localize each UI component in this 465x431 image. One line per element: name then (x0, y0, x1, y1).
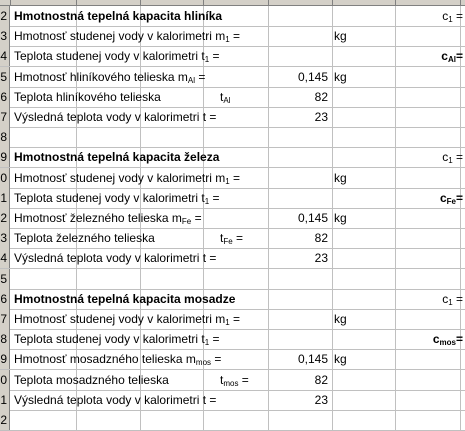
row-label[interactable]: Hmotnosť hliníkového telieska $m_{Al}$ = (14, 69, 206, 85)
value-cell[interactable]: 23 (314, 392, 328, 407)
cell-gridline (395, 309, 396, 329)
cell-gridline (203, 127, 204, 147)
cell-gridline (460, 87, 461, 107)
row-label[interactable]: Hmotnosť studenej vody v kalorimetri $m_1$ = (14, 312, 241, 327)
row-header[interactable]: 6 (0, 87, 10, 107)
spreadsheet-row[interactable] (0, 390, 465, 411)
cell-gridline (268, 147, 269, 167)
spreadsheet-row[interactable] (0, 370, 465, 391)
spreadsheet-row[interactable] (0, 46, 465, 67)
cell-gridline (332, 127, 333, 147)
cell-gridline (332, 228, 333, 248)
row-header[interactable]: 7 (0, 107, 10, 127)
row-label[interactable]: Teplota hliníkového telieska (14, 89, 161, 104)
cell-gridline (395, 107, 396, 127)
row-header[interactable]: 4 (0, 46, 10, 66)
cell-gridline (460, 228, 461, 248)
row-header[interactable]: 3 (0, 228, 10, 248)
cell-gridline (395, 46, 396, 66)
value-cell[interactable]: 82 (314, 372, 328, 387)
spreadsheet-row[interactable] (0, 107, 465, 128)
row-label[interactable]: Teplota mosadzného telieska (14, 372, 169, 387)
spreadsheet-row[interactable] (0, 248, 465, 269)
row-header[interactable]: 0 (0, 168, 10, 188)
cell-gridline (395, 390, 396, 410)
value-cell[interactable]: 0,145 (297, 69, 328, 84)
cell-gridline (268, 26, 269, 46)
cell-gridline (332, 248, 333, 268)
cell-gridline (395, 208, 396, 228)
cell-gridline (268, 410, 269, 430)
temperature-symbol[interactable]: $t_{Al}$ (220, 89, 231, 105)
cell-gridline (395, 87, 396, 107)
row-header[interactable]: 9 (0, 349, 10, 369)
spreadsheet-row[interactable] (0, 289, 465, 310)
row-label[interactable]: Teplota studenej vody v kalorimetri $t_1$ = (14, 332, 220, 348)
row-label[interactable]: Teplota železného telieska (14, 231, 155, 246)
cell-gridline (395, 228, 396, 248)
specific-heat-result-label[interactable]: $c_{Al}=$ (441, 49, 463, 65)
spreadsheet-row[interactable] (0, 67, 465, 88)
cell-gridline (460, 269, 461, 289)
unit-cell[interactable]: kg (334, 211, 347, 225)
cell-gridline (268, 168, 269, 188)
spreadsheet-row[interactable] (0, 6, 465, 27)
cell-gridline (460, 107, 461, 127)
spreadsheet-row[interactable] (0, 147, 465, 168)
cell-gridline (332, 147, 333, 167)
cell-gridline (140, 127, 141, 147)
cell-gridline (332, 269, 333, 289)
value-cell[interactable]: 0,145 (297, 352, 328, 367)
row-label[interactable]: Hmotnosť železného telieska $m_{Fe}$ = (14, 211, 202, 226)
cell-gridline (268, 46, 269, 66)
cell-gridline (332, 188, 333, 208)
cell-gridline (76, 269, 77, 289)
cell-gridline (395, 188, 396, 208)
row-label[interactable]: Hmotnosť mosadzného telieska $m_{mos}$ = (14, 352, 222, 368)
cell-gridline (460, 127, 461, 147)
spreadsheet-row[interactable] (0, 329, 465, 350)
cell-gridline (140, 410, 141, 430)
unit-cell[interactable]: kg (334, 312, 347, 326)
row-header[interactable]: 8 (0, 127, 10, 147)
cell-gridline (395, 269, 396, 289)
unit-cell[interactable]: kg (334, 352, 347, 367)
row-header[interactable]: 2 (0, 6, 10, 26)
specific-heat-label[interactable]: $c_1$ = (442, 291, 463, 307)
cell-gridline (395, 127, 396, 147)
row-label[interactable]: Hmotnosť studenej vody v kalorimetri $m_1$ = (14, 170, 241, 186)
value-cell[interactable]: 23 (314, 110, 328, 124)
row-header[interactable]: 5 (0, 269, 10, 289)
section-title[interactable]: Hmotnostná tepelná kapacita hliníka (14, 9, 223, 23)
row-label[interactable]: Výsledná teplota vody v kalorimetri t = (14, 251, 217, 266)
row-header[interactable]: 7 (0, 309, 10, 329)
row-header[interactable]: 1 (0, 188, 10, 208)
cell-gridline (460, 67, 461, 87)
value-cell[interactable]: 0,145 (297, 211, 328, 225)
cell-gridline (203, 208, 204, 228)
unit-cell[interactable]: kg (334, 170, 347, 185)
row-label[interactable]: Teplota studenej vody v kalorimetri $t_1$ = (14, 190, 220, 206)
cell-gridline (332, 168, 333, 188)
value-cell[interactable]: 82 (314, 89, 328, 104)
cell-gridline (332, 410, 333, 430)
spreadsheet-row[interactable] (0, 228, 465, 249)
row-label[interactable]: Výsledná teplota vody v kalorimetri t = (14, 392, 217, 407)
cell-gridline (268, 6, 269, 26)
row-header[interactable]: 6 (0, 289, 10, 309)
row-header[interactable]: 4 (0, 248, 10, 268)
spreadsheet-row[interactable] (0, 309, 465, 330)
temperature-symbol[interactable]: $t_{mos}$ = (220, 372, 249, 388)
row-header[interactable]: 1 (0, 390, 10, 410)
cell-gridline (395, 329, 396, 349)
cell-gridline (332, 390, 333, 410)
cell-gridline (268, 269, 269, 289)
spreadsheet-row[interactable] (0, 208, 465, 229)
cell-gridline (203, 410, 204, 430)
cell-gridline (332, 208, 333, 228)
cell-gridline (332, 87, 333, 107)
cell-gridline (460, 26, 461, 46)
spreadsheet-row[interactable] (0, 26, 465, 47)
cell-gridline (395, 370, 396, 390)
value-cell[interactable]: 82 (314, 231, 328, 246)
cell-gridline (395, 248, 396, 268)
spreadsheet-row[interactable] (0, 87, 465, 108)
cell-gridline (332, 289, 333, 309)
unit-cell[interactable]: kg (334, 29, 347, 44)
cell-gridline (332, 6, 333, 26)
cell-gridline (203, 370, 204, 390)
cell-gridline (460, 208, 461, 228)
value-cell[interactable]: 23 (314, 251, 328, 266)
row-label[interactable]: Výsledná teplota vody v kalorimetri t = (14, 110, 217, 124)
row-header[interactable]: 2 (0, 410, 10, 430)
cell-gridline (460, 309, 461, 329)
cell-gridline (332, 107, 333, 127)
cell-gridline (268, 309, 269, 329)
cell-gridline (332, 329, 333, 349)
specific-heat-label[interactable]: $c_1$ = (442, 150, 463, 166)
row-header[interactable]: 8 (0, 329, 10, 349)
cell-gridline (203, 228, 204, 248)
cell-gridline (395, 410, 396, 430)
cell-gridline (332, 309, 333, 329)
cell-gridline (140, 269, 141, 289)
cell-gridline (460, 168, 461, 188)
cell-gridline (268, 329, 269, 349)
cell-gridline (203, 87, 204, 107)
row-label[interactable]: Hmotnosť studenej vody v kalorimetri $m_1$ = (14, 29, 241, 45)
row-header[interactable]: 9 (0, 147, 10, 167)
spreadsheet-row[interactable] (0, 127, 465, 148)
cell-gridline (395, 168, 396, 188)
cell-gridline (332, 370, 333, 390)
cell-gridline (332, 349, 333, 369)
spreadsheet-row[interactable] (0, 410, 465, 431)
temperature-symbol[interactable]: $t_{Fe}$ = (220, 231, 244, 247)
spreadsheet-row[interactable] (0, 269, 465, 290)
row-header[interactable]: 3 (0, 26, 10, 46)
cell-gridline (332, 46, 333, 66)
cell-gridline (460, 410, 461, 430)
cell-gridline (332, 26, 333, 46)
row-label[interactable]: Teplota studenej vody v kalorimetri $t_1$ = (14, 49, 220, 65)
row-header[interactable]: 2 (0, 208, 10, 228)
specific-heat-label[interactable]: $c_1$ = (442, 9, 463, 24)
cell-gridline (460, 370, 461, 390)
row-header[interactable]: 5 (0, 67, 10, 87)
cell-gridline (268, 289, 269, 309)
cell-gridline (395, 289, 396, 309)
cell-gridline (460, 390, 461, 410)
cell-gridline (395, 6, 396, 26)
section-title[interactable]: Hmotnostná tepelná kapacita mosadze (14, 291, 236, 306)
cell-gridline (268, 188, 269, 208)
spreadsheet-row[interactable] (0, 349, 465, 370)
cell-gridline (268, 127, 269, 147)
cell-gridline (76, 410, 77, 430)
cell-gridline (203, 269, 204, 289)
specific-heat-result-label[interactable]: $c_{mos}=$ (432, 332, 463, 348)
section-title[interactable]: Hmotnostná tepelná kapacita železa (14, 150, 220, 165)
spreadsheet-row[interactable] (0, 188, 465, 209)
specific-heat-result-label[interactable]: $c_{Fe}=$ (439, 190, 463, 206)
cell-gridline (460, 349, 461, 369)
cell-gridline (460, 248, 461, 268)
cell-gridline (395, 349, 396, 369)
cell-gridline (395, 147, 396, 167)
cell-gridline (332, 67, 333, 87)
cell-gridline (395, 67, 396, 87)
spreadsheet-row[interactable] (0, 168, 465, 189)
cell-gridline (395, 26, 396, 46)
row-header[interactable]: 0 (0, 370, 10, 390)
unit-cell[interactable]: kg (334, 69, 347, 84)
cell-gridline (76, 127, 77, 147)
